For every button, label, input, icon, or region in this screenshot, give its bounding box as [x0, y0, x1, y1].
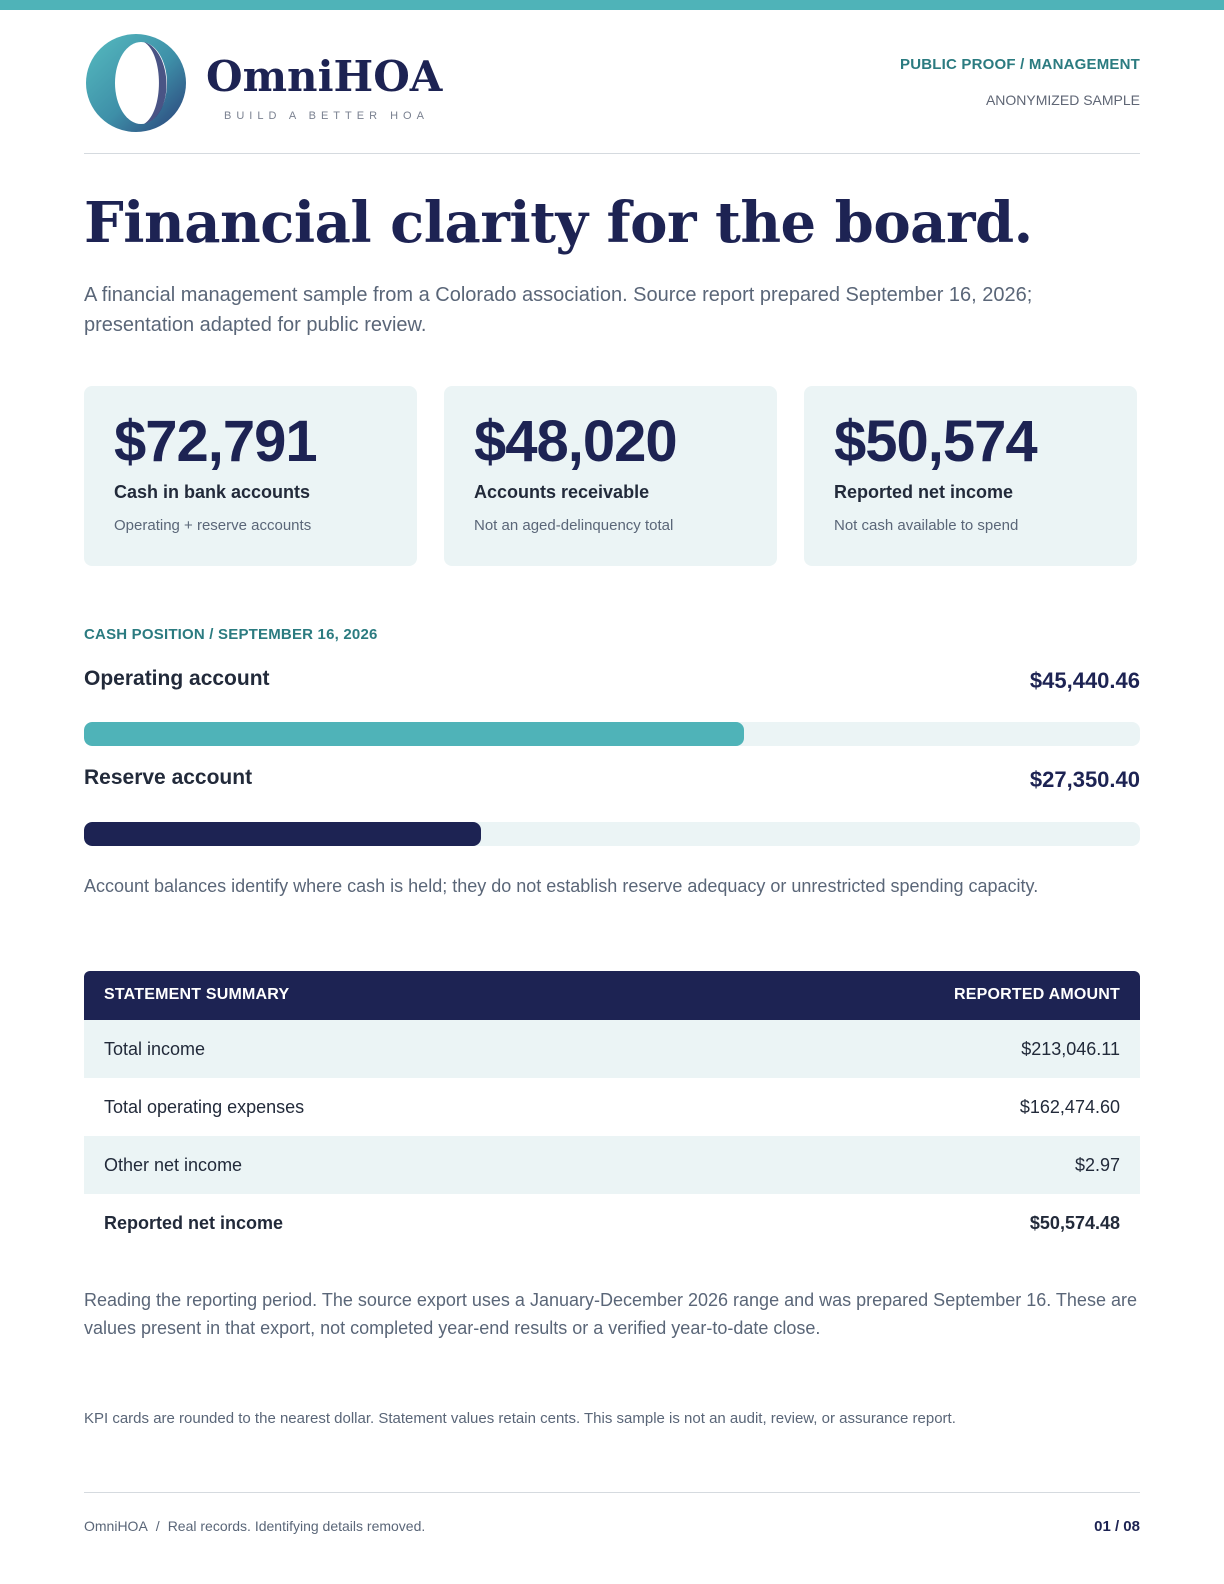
table-row [84, 1020, 1140, 1078]
kpi-card-net-income [804, 386, 1137, 566]
page-subtitle: A financial management sample from a Colorado association. Source report prepared September 16, 2026; presentation adapted for public review. [84, 284, 1033, 336]
footer-separator: / [155, 1518, 160, 1534]
page [84, 0, 1140, 1584]
table-header-label: STATEMENT SUMMARY [104, 986, 290, 1003]
page-header [84, 32, 1140, 154]
statement-summary-table [84, 971, 1140, 1252]
kpi-note: Not cash available to spend [834, 517, 1019, 534]
header-sample-label: ANONYMIZED SAMPLE [985, 92, 1140, 108]
kpi-card-cash [84, 386, 417, 566]
table-row [84, 1078, 1140, 1136]
kpi-note: Operating + reserve accounts [114, 517, 312, 534]
row-amount: $162,474.60 [1019, 1097, 1120, 1117]
row-label: Total income [104, 1039, 206, 1059]
header-kicker: PUBLIC PROOF / MANAGEMENT [900, 56, 1140, 73]
table-header-amount: REPORTED AMOUNT [954, 986, 1120, 1003]
reserve-account-bar-fill [84, 822, 481, 846]
row-amount: $213,046.11 [1021, 1039, 1120, 1059]
kpi-value: $72,791 [114, 409, 317, 474]
footer-left [84, 1518, 425, 1534]
cash-position-label: CASH POSITION / SEPTEMBER 16, 2026 [84, 626, 378, 643]
kpi-label: Reported net income [834, 482, 1014, 502]
operating-account-bar-fill [84, 722, 744, 746]
footer-brand: OmniHOA [84, 1518, 148, 1534]
kpi-footnote: KPI cards are rounded to the nearest dollar. Statement values retain cents. This sample is not an audit, review, or assurance report. [84, 1410, 956, 1427]
omnihoa-logo-icon [84, 32, 188, 134]
row-label: Total operating expenses [104, 1097, 305, 1117]
kpi-value: $48,020 [474, 409, 677, 474]
kpi-value: $50,574 [834, 409, 1037, 474]
row-label: Reported net income [104, 1213, 284, 1233]
cash-position-note: Account balances identify where cash is held; they do not establish reserve adequacy or unrestricted spending capacity. [84, 876, 1039, 896]
table-header [84, 971, 1140, 1020]
footer-tagline: Real records. Identifying details removed. [167, 1518, 426, 1534]
kpi-label: Accounts receivable [474, 482, 650, 502]
logo-wordmark: OmniHOA [206, 52, 443, 101]
operating-account-amount: $45,440.46 [1029, 668, 1140, 693]
table-row [84, 1136, 1140, 1194]
operating-account-bar-track [84, 722, 1140, 746]
footer-divider [84, 1492, 1140, 1493]
row-amount: $2.97 [1074, 1155, 1120, 1175]
row-label: Other net income [104, 1155, 243, 1175]
page-number: 01 / 08 [1094, 1518, 1140, 1535]
kpi-note: Not an aged-delinquency total [474, 517, 674, 534]
reserve-account-name: Reserve account [84, 766, 253, 789]
reserve-account-amount: $27,350.40 [1029, 767, 1140, 792]
operating-account-name: Operating account [84, 667, 270, 690]
kpi-label: Cash in bank accounts [114, 482, 311, 502]
page-title: Financial clarity for the board. [84, 190, 1033, 256]
table-row-total [84, 1194, 1140, 1252]
reporting-period-note: Reading the reporting period. The source export uses a January-December 2026 range and was prepared September 16. These are values present in that export, not completed year-end results or a verified year-to-date close. [84, 1290, 1137, 1338]
kpi-card-receivable [444, 386, 777, 566]
row-amount: $50,574.48 [1029, 1213, 1120, 1233]
reserve-account-bar-track [84, 822, 1140, 846]
logo-tagline: BUILD A BETTER HOA [224, 110, 429, 122]
